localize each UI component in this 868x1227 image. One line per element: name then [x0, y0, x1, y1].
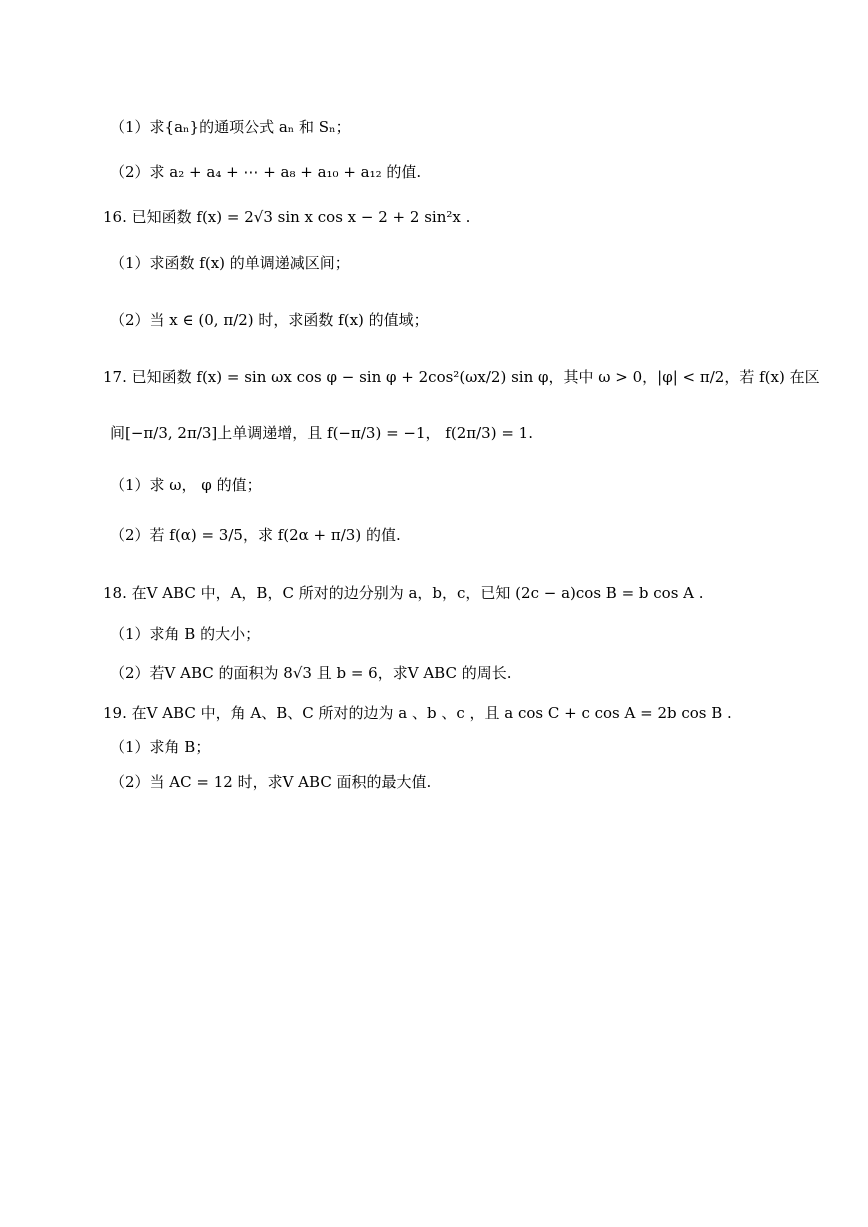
q17-part1: （1）求 ω， φ 的值； — [110, 476, 262, 494]
q19-stem: 19. 在V ABC 中，角 A、B、C 所对的边为 a 、b 、c ，且 a cos C + c cos A = 2b cos B . — [103, 704, 732, 722]
q17-stem-line1: 17. 已知函数 f(x) = sin ωx cos φ − sin φ + 2cos²(ωx/2) sin φ，其中 ω > 0，|φ| < π/2，若 f(x) 在区 — [103, 368, 820, 386]
q19-part1: （1）求角 B； — [110, 738, 211, 756]
q15-part1: （1）求{aₙ}的通项公式 aₙ 和 Sₙ； — [110, 118, 351, 136]
q19-part2: （2）当 AC = 12 时，求V ABC 面积的最大值. — [110, 773, 432, 791]
q16-part2: （2）当 x ∈ (0, π/2) 时，求函数 f(x) 的值域； — [110, 311, 429, 329]
q17-part2: （2）若 f(α) = 3/5，求 f(2α + π/3) 的值. — [110, 526, 401, 544]
q16-stem: 16. 已知函数 f(x) = 2√3 sin x cos x − 2 + 2 sin²x . — [103, 208, 471, 226]
q18-part2: （2）若V ABC 的面积为 8√3 且 b = 6，求V ABC 的周长. — [110, 664, 512, 682]
q15-part2: （2）求 a₂ + a₄ + ⋯ + a₈ + a₁₀ + a₁₂ 的值. — [110, 163, 422, 181]
q17-stem-line2: 间[−π/3, 2π/3]上单调递增，且 f(−π/3) = −1， f(2π/3) = 1. — [110, 424, 533, 442]
q18-part1: （1）求角 B 的大小； — [110, 625, 261, 643]
q18-stem: 18. 在V ABC 中，A，B，C 所对的边分别为 a，b，c，已知 (2c − a)cos B = b cos A . — [103, 584, 704, 602]
q16-part1: （1）求函数 f(x) 的单调递减区间； — [110, 254, 350, 272]
